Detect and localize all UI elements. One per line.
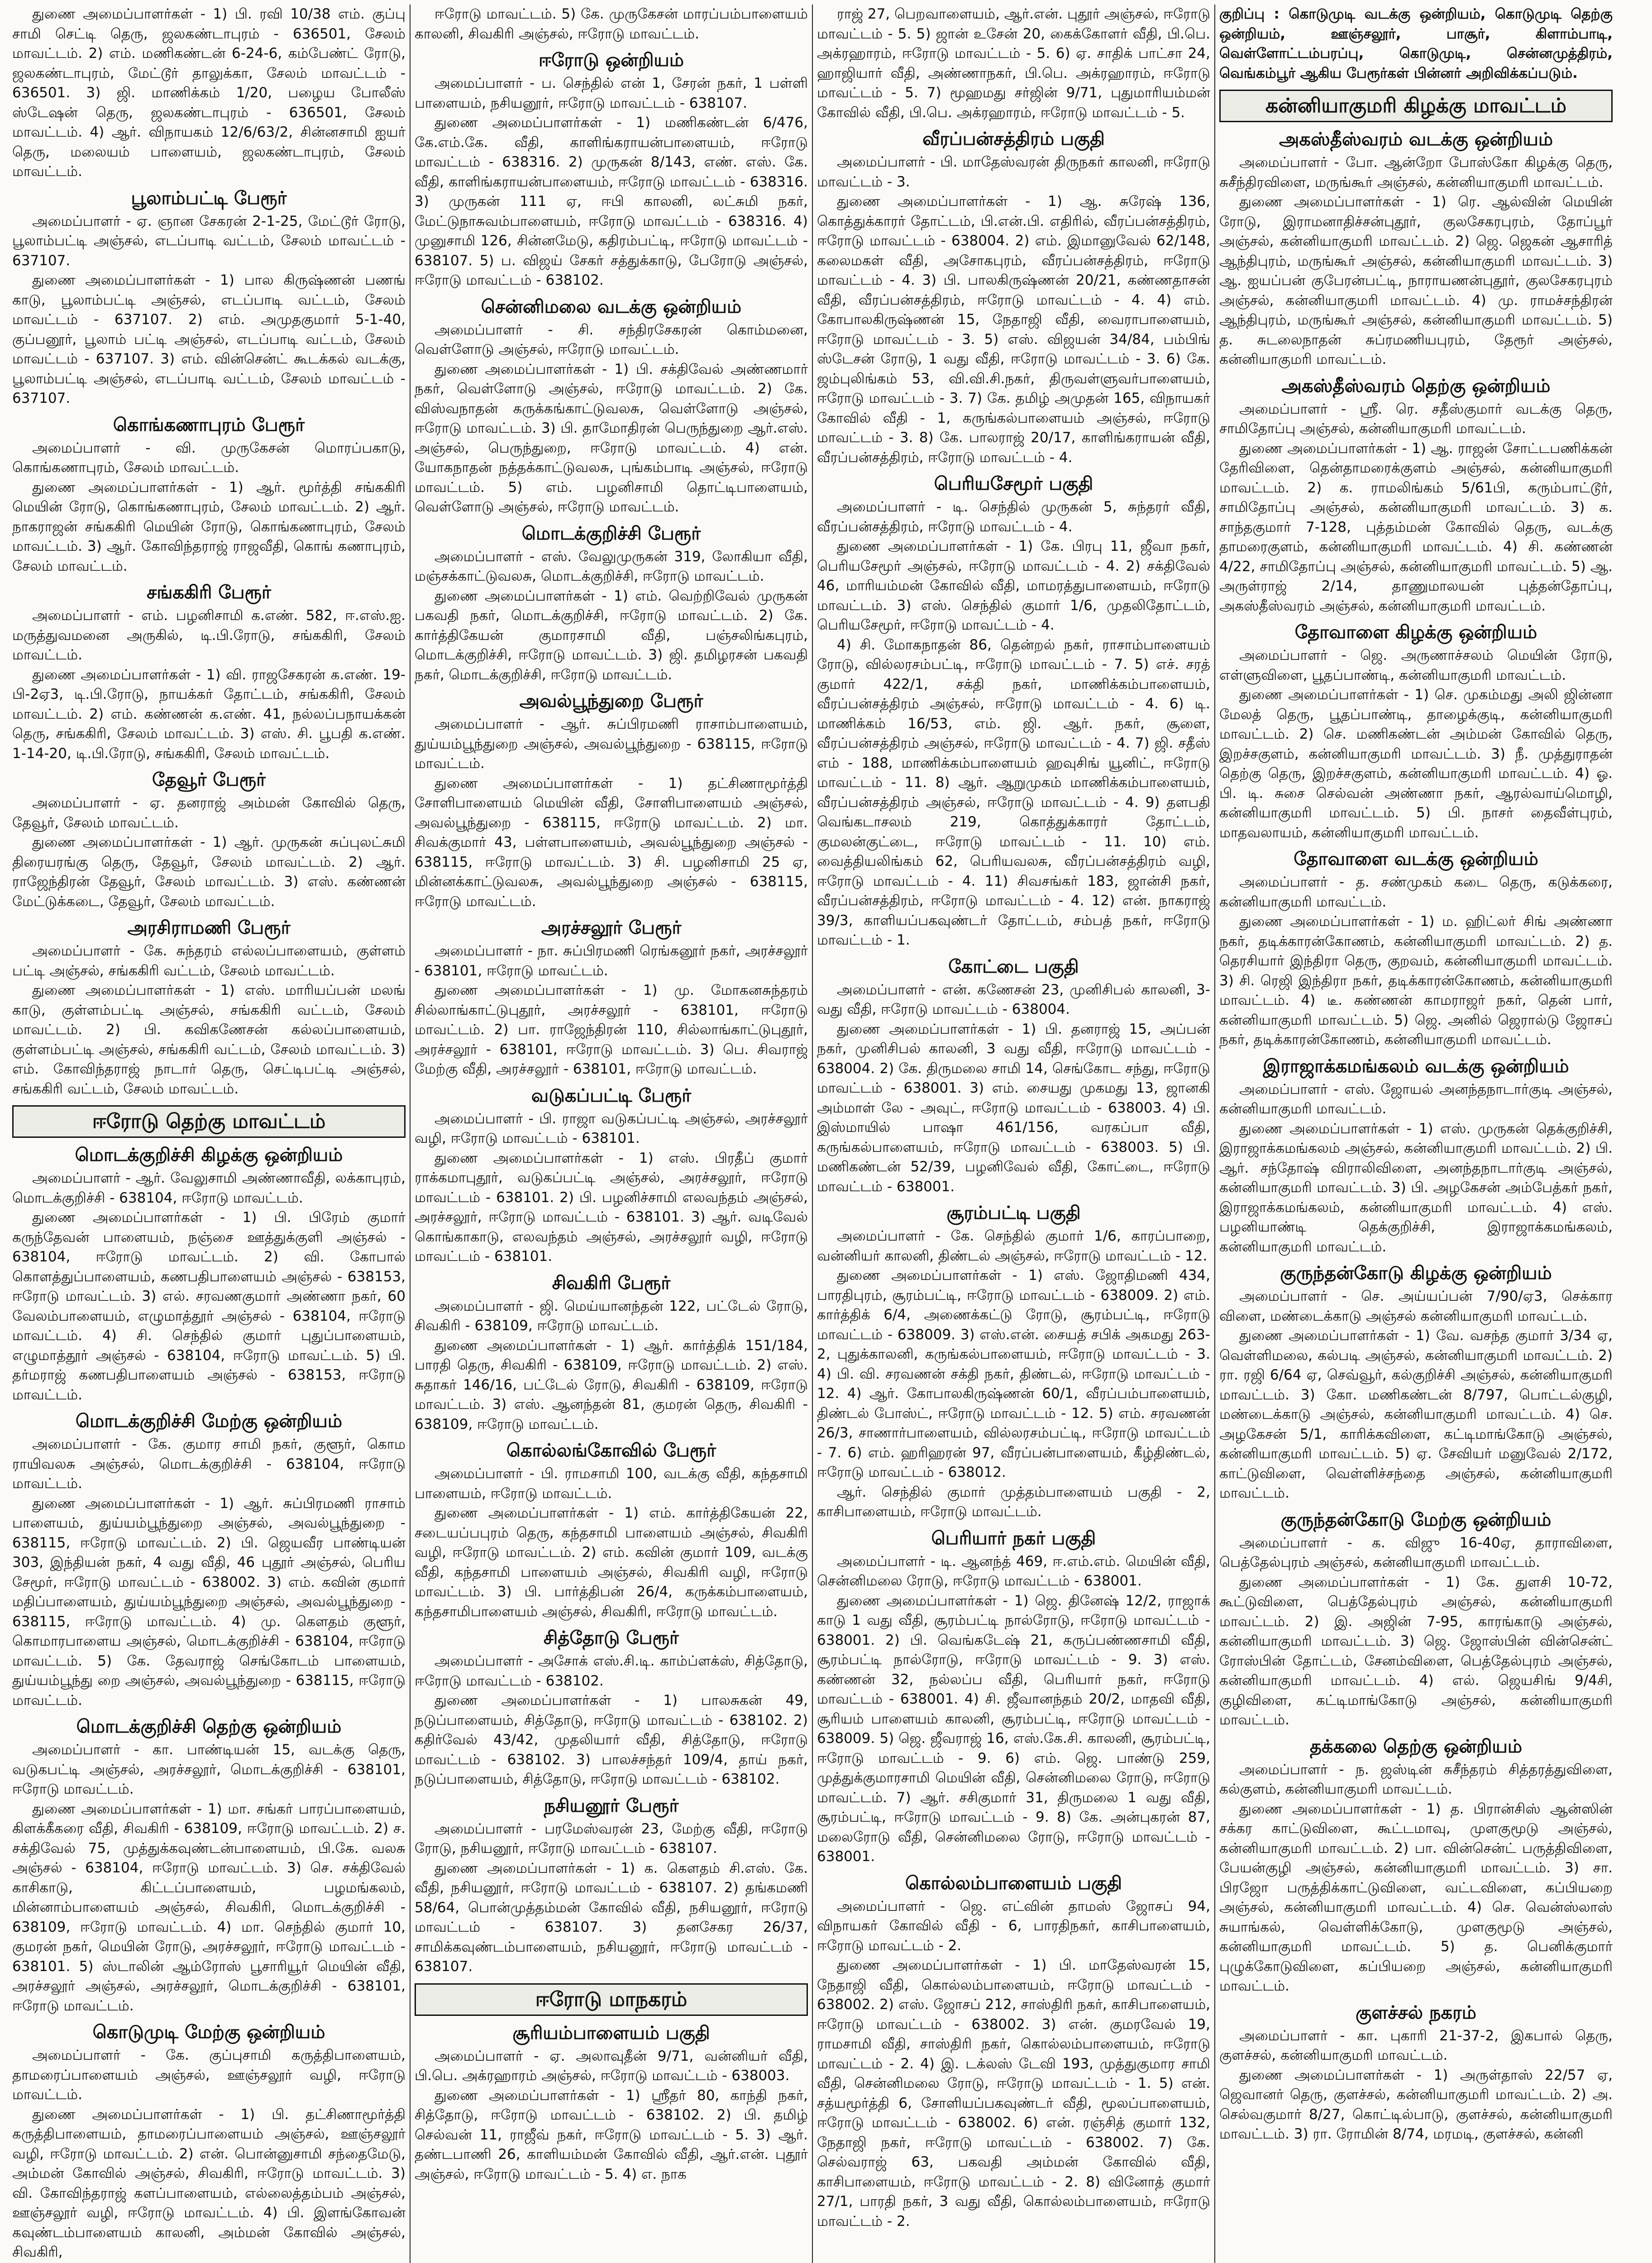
- section-heading: சூரியம்பாளையம் பகுதி: [512, 2022, 710, 2043]
- listing-paragraph: துணை அமைப்பாளர்கள் - 1) பி. சக்திவேல் அண்ணமார் நகர், வெள்ளோடு அஞ்சல், ஈரோடு மாவட்டம். 2) கே. விஸ்வநாதன் கருக்கங்காட்டுவலசு, வெள்ளோடு அஞ்சல், ஈரோடு மாவட்டம். 3) பி. தாமோதிரன் பெருந்துறை ஆர்.எஸ். அஞ்சல், பெருந்துறை, ஈரோடு மாவட்டம். 4) என். யோகநாதன் நத்தக்காட்டுவலசு, புங்கம்பாடி அஞ்சல், ஈரோடு மாவட்டம். 5) எம். பழனிசாமி தொட்டிபாளையம், வெள்ளோடு அஞ்சல், ஈரோடு மாவட்டம்.: [415, 361, 808, 515]
- listing-paragraph: துணை அமைப்பாளர்கள் - 1) செ. முகம்மது அலி ஜின்னா மேலத் தெரு, பூதப்பாண்டி, தாழைக்குடி, கன்னியாகுமரி மாவட்டம். 2) செ. மணிகண்டன் அம்மன் கோவில் தெரு, இறச்சகுளம், கன்னியாகுமரி மாவட்டம். 3) நீ. முத்துராதன் தெற்கு தெரு, இறச்சகுளம், கன்னியாகுமரி மாவட்டம். 4) ஓ. பி. டி. சுசை செல்வன் அண்ணா நகர், ஆரல்வாய்மொழி, கன்னியாகுமரி மாவட்டம். 5) பி. நாசர் தைவீள்புரம், மாதவலாயம், கன்னியாகுமரி மாவட்டம்.: [1219, 687, 1613, 841]
- listing-paragraph: ஈரோடு மாவட்டம். 5) கே. முருகேசன் மாரப்பம்பாளையம் காலனி, சிவகிரி அஞ்சல், ஈரோடு மாவட்டம்.: [415, 6, 808, 42]
- listing-paragraph: அமைப்பாளர் - ஜி. மெய்யானந்தன் 122, பட்டேல் ரோடு, சிவகிரி - 638109, ஈரோடு மாவட்டம்.: [415, 1298, 808, 1334]
- section-heading: சித்தோடு பேரூர்: [544, 1628, 679, 1648]
- listing-paragraph: துணை அமைப்பாளர்கள் - 1) ஆ. சுரேஷ் 136, கொத்துக்காரர் தோட்டம், பி.என்.பி. எதிரில், வீரப்பன்சத்திரம், ஈரோடு மாவட்டம் - 638004. 2) எம். இமானுவேல் 62/148, கலைமகள் வீதி, அசோகபுரம், வீரப்பன்சத்திரம், ஈரோடு மாவட்டம் - 4. 3) பி. பாலகிருஷ்ணன் 20/21, கண்ணதாசன் வீதி, வீரப்பன்சத்திரம், ஈரோடு மாவட்டம் - 4. 4) எம். கோபாலகிருஷ்ணன் 15, நேதாஜி வீதி, வைராபாளையம், ஈரோடு மாவட்டம் - 3. 5) எஸ். விஜயன் 34/84, பம்பிங் ஸ்டேசன் ரோடு, 1 வது வீதி, ஈரோடு மாவட்டம் - 3. 6) கே. ஜம்புலிங்கம் 53, வி.வி.சி.நகர், திருவள்ளுவர்பாளையம், ஈரோடு மாவட்டம் - 3. 7) கே. தமிழ் அமுதன் 165, விநாயகர் கோவில் வீதி - 1, கருங்கல்பாளையம் அஞ்சல், ஈரோடு மாவட்டம் - 3. 8) கே. பாலராஜ் 20/17, காளிங்கராயன் வீதி, வீரப்பன்சத்திரம், ஈரோடு மாவட்டம் - 4.: [817, 193, 1210, 466]
- listing-paragraph: அமைப்பாளர் - வி. முருகேசன் மொரப்பகாடு, கொங்கணாபுரம், சேலம் மாவட்டம்.: [12, 439, 406, 476]
- district-banner: கன்னியாகுமரி கிழக்கு மாவட்டம்: [1219, 90, 1613, 122]
- listing-paragraph: துணை அமைப்பாளர்கள் - 1) த. பிரான்சிஸ் ஆன்ஸின் சக்கர காட்டுவிளை, கூட்டமாவு, முளகுமூடு அஞ்சல், கன்னியாகுமரி மாவட்டம். 2) பா. வின்சென்ட் பருத்திவிளை, பேயன்குழி அஞ்சல், கன்னியாகுமரி மாவட்டம். 3) சா. பிரஜோ பருத்திக்காட்டுவிளை, வட்டவிளை, கப்பியறை அஞ்சல், கன்னியாகுமரி மாவட்டம். 4) செ. வென்ஸ்லாஸ் சுயாங்கல், வெள்ளிக்கோடு, முளகுமூடு அஞ்சல், கன்னியாகுமரி மாவட்டம். 5) த. பெனிக்குமார் புழுக்கோடுவிளை, கப்பியறை அஞ்சல், கன்னியாகுமரி மாவட்டம்.: [1219, 1800, 1613, 1994]
- listing-paragraph: அமைப்பாளர் - ஜெ. எட்வின் தாமஸ் ஜோசப் 94, விநாயகர் கோவில் வீதி - 6, பாரதிநகர், காசிபாளையம், ஈரோடு மாவட்டம் - 2.: [817, 1898, 1210, 1954]
- listing-paragraph: துணை அமைப்பாளர்கள் - 1) வி. ராஜசேகரன் க.எண். 19-பி-2ஏ3, டி.பி.ரோடு, நாயக்கர் தோட்டம், சங்ககிரி, சேலம் மாவட்டம். 2) எம். கண்ணன் க.எண். 41, நல்லப்பநாயக்கன் தெரு, சங்ககிரி, சேலம் மாவட்டம். 3) எஸ். சி. பூபதி க.எண். 1-14-20, டி.பி.ரோடு, சங்ககிரி, சேலம் மாவட்டம்.: [12, 666, 406, 762]
- listing-paragraph: துணை அமைப்பாளர்கள் - 1) வே. வசந்த குமார் 3/34 ஏ, வெள்ளிமலை, கல்படி அஞ்சல், கன்னியாகுமரி மாவட்டம். 2) ரா. ரஜி 6/64 ஏ, செவ்வூர், கல்குறிச்சி அஞ்சல், கன்னியாகுமரி மாவட்டம். 3) கோ. மணிகண்டன் 8/797, பொட்டல்குழி, மண்டைக்காடு அஞ்சல், கன்னியாகுமரி மாவட்டம். 4) செ. அழகேசன் 5/1, காரிக்கவிளை, கட்டிமாங்கோடு அஞ்சல், கன்னியாகுமரி மாவட்டம். 5) ஏ. சேவியர் மனுவேல் 2/172, காட்டுவிளை, வெள்ளிச்சந்தை அஞ்சல், கன்னியாகுமரி மாவட்டம்.: [1219, 1327, 1613, 1501]
- listing-paragraph: அமைப்பாளர் - கே. குமார சாமி நகர், குளூர், கொம ராயிவலசு அஞ்சல், மொடக்குறிச்சி - 638104, ஈரோடு மாவட்டம்.: [12, 1436, 406, 1492]
- listing-paragraph: அமைப்பாளர் - ஆர். வேலுசாமி அண்ணாவீதி, லக்காபுரம், மொடக்குறிச்சி - 638104, ஈரோடு மாவட்டம்.: [12, 1170, 406, 1206]
- listing-paragraph: துணை அமைப்பாளர்கள் - 1) ஆர். சுப்பிரமணி ராசாம் பாளையம், துய்யம்பூந்துறை அஞ்சல், அவல்பூந்துறை - 638115, ஈரோடு மாவட்டம். 2) பி. ஜெயவீர பாண்டியன் 303, இந்தியன் நகர், 4 வது வீதி, 46 புதூர் அஞ்சல், பெரிய சேமூர், ஈரோடு மாவட்டம் - 638002. 3) எம். கவின் குமார் மதிப்பாளையம், துய்யம்பூந்துறை அஞ்சல், அவல்பூந்துறை - 638115, ஈரோடு மாவட்டம். 4) மு. கௌதம் குளூர், கொமாரபாளைய அஞ்சல், மொடக்குறிச்சி - 638104, ஈரோடு மாவட்டம். 5) கே. தேவராஜ் செங்கோடம் பாளையம், துய்யம்பூந்து றை அஞ்சல், அவல்பூந்துறை - 638115, ஈரோடு மாவட்டம்.: [12, 1495, 406, 1709]
- listing-paragraph: அமைப்பாளர் - ஏ. அலாவுதீன் 9/71, வன்னியர் வீதி, பி.பெ. அக்ரஹாரம் அஞ்சல், ஈரோடு மாவட்டம் - 638003.: [415, 2048, 808, 2084]
- district-banner: ஈரோடு தெற்கு மாவட்டம்: [12, 1105, 406, 1138]
- listing-paragraph: அமைப்பாளர் - ந. ஜஸ்டின் சுசீந்தரம் சித்தரத்துவிளை, கல்குளம், கன்னியாகுமரி மாவட்டம்.: [1219, 1761, 1613, 1797]
- section-heading: மொடக்குறிச்சி பேரூர்: [521, 523, 701, 544]
- listing-paragraph: துணை அமைப்பாளர்கள் - 1) மு. மோகனசுந்தரம் சில்லாங்காட்டுபுதூர், அரச்சலூர் - 638101, ஈரோடு மாவட்டம். 2) பா. ராஜேந்திரன் 110, சில்லாங்காட்டுபுதூர், அரச்சலூர் - 638101, ஈரோடு மாவட்டம். 3) பெ. சிவராஜ் மேற்கு வீதி, அரச்சலூர் - 638101, ஈரோடு மாவட்டம்.: [415, 982, 808, 1077]
- section-heading: கொல்லம்பாளையம் பகுதி: [905, 1872, 1122, 1894]
- section-heading: மொடக்குறிச்சி கிழக்கு ஒன்றியம்: [75, 1145, 343, 1165]
- section-heading: குளச்சல் நகரம்: [1356, 2002, 1476, 2023]
- listing-paragraph: துணை அமைப்பாளர்கள் - 1) ம. ஹிட்லர் சிங் அண்ணா நகர், தடிக்காரன்கோணம், கன்னியாகுமரி மாவட்டம். 2) த. தெரசியார் இந்திரா தெரு, குறவம், கன்னியாகுமரி மாவட்டம். 3) சி. ரெஜி இந்திரா நகர், தடிக்காரன்கோணம், கன்னியாகுமரி மாவட்டம். 4) டீ. கண்ணன் காமராஜர் நகர், தென் பார், கன்னியாகுமரி மாவட்டம். 5) ஜெ. அனில் ஜெரால்டு ஜோசப் நகர், தடிக்காரன்கோணம், கன்னியாகுமரி மாவட்டம்.: [1219, 913, 1613, 1048]
- listing-paragraph: அமைப்பாளர் - பி. ராஜா வடுகப்பட்டி அஞ்சல், அரச்சலூர் வழி, ஈரோடு மாவட்டம் - 638101.: [415, 1110, 808, 1146]
- listing-paragraph: அமைப்பாளர் - பி. மாதேஸ்வரன் திருநகர் காலனி, ஈரோடு மாவட்டம் - 3.: [817, 154, 1210, 190]
- listing-paragraph: அமைப்பாளர் - கே. செந்தில் குமார் 1/6, காரப்பாறை, வன்னியர் காலனி, திண்டல் அஞ்சல், ஈரோடு மாவட்டம் - 12.: [817, 1228, 1210, 1264]
- section-heading: குருந்தன்கோடு மேற்கு ஒன்றியம்: [1280, 1509, 1552, 1530]
- listing-paragraph: 4) சி. மோகநாதன் 86, தென்றல் நகர், ராசாம்பாளையம் ரோடு, வில்லரசம்பட்டி, ஈரோடு மாவட்டம் - 7. 5) எச். சரத் குமார் 422/1, சக்தி நகர், மாணிக்கம்பாளையம், வீரப்பன்சத்திரம் அஞ்சல், ஈரோடு மாவட்டம் - 4. 6) டி. மாணிக்கம் 16/53, எம். ஜி. ஆர். நகர், சூளை, வீரப்பன்சத்திரம் அஞ்சல், ஈரோடு மாவட்டம் - 4. 7) ஜி. சதீஸ் எம் - 188, மாணிக்கம்பாளையம் ஹவுசிங் யூனிட், ஈரோடு மாவட்டம் - 11. 8) ஆர். ஆறுமுகம் மாணிக்கம்பாளையம், வீரப்பன்சத்திரம் அஞ்சல், ஈரோடு மாவட்டம் - 4. 9) தளபதி வெங்கடாசலம் 219, கொத்துக்காரர் தோட்டம், குமலன்குட்டை, ஈரோடு மாவட்டம் - 11. 10) எம். வைத்தியலிங்கம் 62, பெரியவலசு, வீரப்பன்சத்திரம் வழி, ஈரோடு மாவட்டம் - 4. 11) சிவசங்கர் 183, ஜான்சி நகர், வீரப்பன்சத்திரம், ஈரோடு மாவட்டம் - 4. 12) என். நாகராஜ் 39/3, காளியப்பகவுண்டர் தோட்டம், சம்பத் நகர், ஈரோடு மாவட்டம் - 1.: [817, 636, 1210, 948]
- note-text: குறிப்பு : கொடுமுடி வடக்கு ஒன்றியம், கொடுமுடி தெற்கு ஒன்றியம், ஊஞ்சலூர், பாசூர், கிளாம்பாடி, வெள்ளோட்டம்பரப்பு, கொடுமுடி, சென்னமுத்திரம், வெங்கம்பூர் ஆகிய பேரூர்கள் பின்னர் அறிவிக்கப்படும்.: [1219, 6, 1613, 81]
- section-heading: மொடக்குறிச்சி தெற்கு ஒன்றியம்: [76, 1716, 342, 1737]
- listing-paragraph: துணை அமைப்பாளர்கள் - 1) ஸ்ரீதர் 80, காந்தி நகர், சித்தோடு, ஈரோடு மாவட்டம் - 638102. 2) பி. தமிழ் செல்வன் 11, ராஜீவ் நகர், ஈரோடு மாவட்டம் - 5. 3) ஆர். தண்டபாணி 26, காளியம்மன் கோவில் வீதி, ஆர்.என். புதூர் அஞ்சல், ஈரோடு மாவட்டம் - 5. 4) எ. நாக: [415, 2087, 808, 2182]
- listing-paragraph: துணை அமைப்பாளர்கள் - 1) கே. பிரபு 11, ஜீவா நகர், பெரியசேமூர் அஞ்சல், ஈரோடு மாவட்டம் - 4. 2) சக்திவேல் 46, மாரியம்மன் கோவில் வீதி, மாமரத்துபாளையம், ஈரோடு மாவட்டம். 3) எஸ். செந்தில் குமார் 1/6, முதலிதோட்டம், பெரியசேமூர், ஈரோடு மாவட்டம் - 4.: [817, 538, 1210, 633]
- listing-paragraph: அமைப்பாளர் - ப. செந்தில் என் 1, சேரன் நகர், 1 பள்ளி பாளையம், நசியனூர், ஈரோடு மாவட்டம் - 638107.: [415, 75, 808, 111]
- listing-paragraph: அமைப்பாளர் - அசோக் எஸ்.சி.டி. காம்ப்ளக்ஸ், சித்தோடு, ஈரோடு மாவட்டம் - 638102.: [415, 1653, 808, 1689]
- section-heading: தோவாளை கிழக்கு ஒன்றியம்: [1294, 622, 1537, 643]
- listing-paragraph: அமைப்பாளர் - த. சண்முகம் கடை தெரு, கடுக்கரை, கன்னியாகுமரி மாவட்டம்.: [1219, 874, 1613, 910]
- section-heading: ஈரோடு ஒன்றியம்: [539, 50, 684, 71]
- section-heading: அகஸ்தீஸ்வரம் தெற்கு ஒன்றியம்: [1281, 375, 1551, 396]
- section-heading: சென்னிமலை வடக்கு ஒன்றியம்: [481, 296, 742, 317]
- listing-paragraph: அமைப்பாளர் - ஏ. தனராஜ் அம்மன் கோவில் தெரு, தேவூர், சேலம் மாவட்டம்.: [12, 795, 406, 831]
- section-heading: பெரியார் நகர் பகுதி: [931, 1528, 1096, 1549]
- listing-paragraph: அமைப்பாளர் - சி. சந்திரசேகரன் கொம்மனை, வெள்ளோடு அஞ்சல், ஈரோடு மாவட்டம்.: [415, 321, 808, 358]
- listing-paragraph: துணை அமைப்பாளர்கள் - 1) தட்சிணாமூர்த்தி சோளிபாளையம் மெயின் வீதி, சோளிபாளையம் அஞ்சல், அவல்பூந்துறை - 638115, ஈரோடு மாவட்டம். 2) மா. சிவக்குமார் 43, பள்ளபாளையம், அவல்பூந்துறை அஞ்சல் - 638115, ஈரோடு மாவட்டம். 3) சி. பழனிசாமி 25 ஏ, மின்னக்காட்டுவலசு, அவல்பூந்துறை அஞ்சல் - 638115, ஈரோடு மாவட்டம்.: [415, 775, 808, 910]
- section-heading: கொடுமுடி மேற்கு ஒன்றியம்: [92, 2022, 325, 2043]
- section-heading: நசியனூர் பேரூர்: [544, 1795, 679, 1816]
- listing-paragraph: அமைப்பாளர் - போ. ஆன்றோ போஸ்கோ கிழக்கு தெரு, சுசீந்திரவிளை, மருங்கூர் அஞ்சல், கன்னியாகுமரி மாவட்டம்.: [1219, 154, 1613, 191]
- section-heading: சூரம்பட்டி பகுதி: [946, 1203, 1081, 1223]
- listing-paragraph: துணை அமைப்பாளர்கள் - 1) ஆ. ராஜன் சோட்டபணிக்கன் தேரிவிளை, தென்தாமரைக்குளம் அஞ்சல், கன்னியாகுமரி மாவட்டம். 2) க. ராமலிங்கம் 5/61பி, கரும்பாட்டூர், சாமிதோப்பு அஞ்சல், கன்னியாகுமரி மாவட்டம். 3) க. சாந்தகுமார் 7-128, புத்தம்மன் கோவில் தெரு, வடக்கு தாமரைகுளம், கன்னியாகுமரி மாவட்டம். 4) சி. கண்ணன் 4/22, சாமிதோப்பு அஞ்சல், கன்னியாகுமரி மாவட்டம். 5) ஆ. அருள்ராஜ் 2/14, தாணுமாலயன் புத்தன்தோப்பு, அகஸ்தீஸ்வரம் அஞ்சல், கன்னியாகுமரி மாவட்டம்.: [1219, 440, 1613, 614]
- listing-paragraph: அமைப்பாளர் - டி. ஆனந்த் 469, ஈ.எம்.எம். மெயின் வீதி, சென்னிமலை ரோடு, ஈரோடு மாவட்டம் - 638001.: [817, 1553, 1210, 1589]
- section-heading: சங்ககிரி பேரூர்: [147, 582, 271, 603]
- listing-paragraph: அமைப்பாளர் - ஆர். சுப்பிரமணி ராசாம்பாளையம், துய்யம்பூந்துறை அஞ்சல், அவல்பூந்துறை - 638115, ஈரோடு மாவட்டம்.: [415, 716, 808, 772]
- section-heading: அரசிராமணி பேரூர்: [127, 917, 291, 938]
- listing-paragraph: துணை அமைப்பாளர்கள் - 1) எம். வெற்றிவேல் முருகன் பகவதி நகர், மொடக்குறிச்சி, ஈரோடு மாவட்டம். 2) கே. கார்த்திகேயன் குமாரசாமி வீதி, பஞ்சலிங்கபுரம், மொடக்குறிச்சி, ஈரோடு மாவட்டம். 3) ஜி. தமிழரசன் பகவதி நகர், மொடக்குறிச்சி, ஈரோடு மாவட்டம்.: [415, 587, 808, 683]
- listing-paragraph: அமைப்பாளர் - ஜெ. அருணாச்சலம் மெயின் ரோடு, எள்ளுவிளை, பூதப்பாண்டி, கன்னியாகுமரி மாவட்டம்.: [1219, 647, 1613, 683]
- section-heading: கொல்லங்கோவில் பேரூர்: [506, 1440, 716, 1461]
- section-heading: தக்கலை தெற்கு ஒன்றியம்: [1309, 1736, 1523, 1757]
- section-heading: அவல்பூந்துறை பேரூர்: [519, 691, 703, 711]
- listing-paragraph: துணை அமைப்பாளர்கள் - 1) ரெ. ஆல்வின் மெயின் ரோடு, இராமனாதிச்சன்புதூர், குலசேகரபுரம், தோப்பூர் அஞ்சல், கன்னியாகுமரி மாவட்டம். 2) ஜெ. ஜெகன் ஆசாரித் ஆந்திபுரம், மருங்கூர் அஞ்சல், கன்னியாகுமரி மாவட்டம். 3) ஆ. ஐயப்பன் குபேரன்பட்டி, நாராயணன்புதூர், குலசேகரபுரம் அஞ்சல், கன்னியாகுமரி மாவட்டம். 4) மு. ராமச்சந்திரன் ஆந்திபுரம், மருங்கூர் அஞ்சல், கன்னியாகுமரி மாவட்டம். 5) த. சுடலைநாதன் சுப்ரமணியபுரம், தேரூர் அஞ்சல், கன்னியாகுமரி மாவட்டம்.: [1219, 194, 1613, 368]
- listing-paragraph: துணை அமைப்பாளர்கள் - 1) பாலசுகன் 49, நடுப்பாளையம், சித்தோடு, ஈரோடு மாவட்டம் - 638102. 2) கதிர்வேல் 43/42, முதலியார் வீதி, சித்தோடு, ஈரோடு மாவட்டம் - 638102. 3) பாலச்சந்தர் 109/4, தாய் நகர், நடுப்பாளையம், சித்தோடு, ஈரோடு மாவட்டம் - 638102.: [415, 1692, 808, 1787]
- listing-paragraph: அமைப்பாளர் - கா. புகாரி 21-37-2, இகபால் தெரு, குளச்சல், கன்னியாகுமரி மாவட்டம்.: [1219, 2027, 1613, 2063]
- listing-paragraph: ஆர். செந்தில் குமார் முத்தம்பாளையம் பகுதி - 2, காசிபாளையம், ஈரோடு மாவட்டம்.: [817, 1484, 1210, 1520]
- column-2: [415, 5, 808, 2263]
- section-heading: சிவகிரி பேரூர்: [552, 1272, 671, 1294]
- section-heading: குருந்தன்கோடு கிழக்கு ஒன்றியம்: [1280, 1263, 1552, 1284]
- section-heading: பெரியசேமூர் பகுதி: [934, 473, 1093, 494]
- column-3: [817, 5, 1210, 2263]
- listing-paragraph: துணை அமைப்பாளர்கள் - 1) அருள்தாஸ் 22/57 ஏ, ஜெவானர் தெரு, குளச்சல், கன்னியாகுமரி மாவட்டம். 2) அ. செல்வகுமார் 8/27, கொட்டில்பாடு, குளச்சல், கன்னியாகுமரி மாவட்டம். 3) ரா. ரோமின் 8/74, மரமடி, குளச்சல், கன்னி: [1219, 2067, 1613, 2142]
- column-4: [1219, 5, 1613, 2263]
- listing-paragraph: துணை அமைப்பாளர்கள் - 1) ஆர். கார்த்திக் 151/184, பாரதி தெரு, சிவகிரி - 638109, ஈரோடு மாவட்டம். 2) எஸ். சுதாகர் 146/16, பட்டேல் ரோடு, சிவகிரி - 638109, ஈரோடு மாவட்டம். 3) எஸ். ஆனந்தன் 81, குமரன் தெரு, சிவகிரி - 638109, ஈரோடு மாவட்டம்.: [415, 1337, 808, 1432]
- section-heading: தேவூர் பேரூர்: [152, 769, 266, 790]
- listing-paragraph: துணை அமைப்பாளர்கள் - 1) கே. துளசி 10-72, கூட்டுவிளை, பெத்தேல்புரம் அஞ்சல், கன்னியாகுமரி மாவட்டம். 2) இ. அஜின் 7-95, காரங்காடு அஞ்சல், கன்னியாகுமரி மாவட்டம். 3) ஜெ. ஜோஸ்பின் வின்சென்ட் ரோஸ்பின் தோட்டம், சேனம்விளை, பெத்தேல்புரம் அஞ்சல், கன்னியாகுமரி மாவட்டம். 4) எல். ஜெயசிங் 9/4சி, குழிவிளை, கட்டிமாங்கோடு அஞ்சல், கன்னியாகுமரி மாவட்டம்.: [1219, 1574, 1613, 1728]
- listing-paragraph: அமைப்பாளர் - எஸ். ஜோயல் அனந்தநாடார்குடி அஞ்சல், கன்னியாகுமரி மாவட்டம்.: [1219, 1081, 1613, 1117]
- section-heading: பூலாம்பட்டி பேரூர்: [131, 187, 287, 209]
- listing-paragraph: துணை அமைப்பாளர்கள் - 1) ஆர். மூர்த்தி சங்ககிரி மெயின் ரோடு, கொங்கணாபுரம், சேலம் மாவட்டம். 2) ஆர். நாகராஜன் சங்ககிரி மெயின் ரோடு, கொங்கணாபுரம், சேலம் மாவட்டம். 3) ஆர். கோவிந்தராஜ் ராஜவீதி, கொங் கணாபுரம், சேலம் மாவட்டம்.: [12, 479, 406, 574]
- listing-paragraph: துணை அமைப்பாளர்கள் - 1) பி. தட்சிணாமூர்த்தி கருத்திபாளையம், தாமரைப்பாளையம் அஞ்சல், ஊஞ்சலூர் வழி, ஈரோடு மாவட்டம். 2) என். பொன்னுசாமி சந்தைமேடு, அம்மன் கோவில் அஞ்சல், சிவகிரி, ஈரோடு மாவட்டம். 3) வி. கோவிந்தராஜ் களப்பாளையம், எல்லைத்தம்பம் அஞ்சல், ஊஞ்சலூர் வழி, ஈரோடு மாவட்டம். 4) பி. இளங்கோவன் கவுண்டம்பாளையம் காலனி, அம்மன் கோவில் அஞ்சல், சிவகிரி,: [12, 2106, 406, 2260]
- listing-paragraph: அமைப்பாளர் - ஸ்ரீ. ரெ. சதீஸ்குமார் வடக்கு தெரு, சாமிதோப்பு அஞ்சல், கன்னியாகுமரி மாவட்டம்.: [1219, 401, 1613, 437]
- section-heading: வடுகப்பட்டி பேரூர்: [531, 1085, 692, 1106]
- listing-paragraph: அமைப்பாளர் - கே. குப்புசாமி கருத்திபாளையம், தாமரைப்பாளையம் அஞ்சல், ஊஞ்சலூர் வழி, ஈரோடு மாவட்டம்.: [12, 2047, 406, 2103]
- listing-paragraph: துணை அமைப்பாளர்கள் - 1) ஜெ. தினேஷ் 12/2, ராஜாக் காடு 1 வது வீதி, சூரம்பட்டி நால்ரோடு, ஈரோடு மாவட்டம் - 638001. 2) பி. வெங்கடேஷ் 21, கருப்பண்ணசாமி வீதி, சூரம்பட்டி நால்ரோடு, ஈரோடு மாவட்டம் - 9. 3) எஸ். கண்ணன் 32, நல்லப்ப வீதி, பெரியார் நகர், ஈரோடு மாவட்டம் - 638001. 4) சி. ஜீவானந்தம் 20/2, மாதவி வீதி, சூரியம் பாளையம் காலனி, சூரம்பட்டி, ஈரோடு மாவட்டம் - 638009. 5) ஜெ. ஜீவராஜ் 16, எஸ்.கே.சி. காலனி, சூரம்பட்டி, ஈரோடு மாவட்டம் - 9. 6) எம். ஜெ. பாண்டு 259, முத்துக்குமாரசாமி மெயின் வீதி, சென்னிமலை ரோடு, ஈரோடு மாவட்டம். 7) ஆர். சசிகுமார் 31, திருமலை 1 வது வீதி, சூரம்பட்டி, ஈரோடு மாவட்டம் - 9. 8) கே. அன்புகரன் 87, மலைரோடு வீதி, சென்னிமலை ரோடு, ஈரோடு மாவட்டம் - 638001.: [817, 1592, 1210, 1865]
- listing-paragraph: துணை அமைப்பாளர்கள் - 1) பால கிருஷ்ணன் பணங் காடு, பூலாம்பட்டி அஞ்சல், எடப்பாடி வட்டம், சேலம் மாவட்டம் - 637107. 2) எம். அமுதகுமார் 5-1-40, குப்பனூர், பூலாம் பட்டி அஞ்சல், எடப்பாடி வட்டம், சேலம் மாவட்டம் - 637107. 3) எம். வின்சென்ட் கூடக்கல் வடக்கு, பூலாம்பட்டி அஞ்சல், எடப்பாடி வட்டம், சேலம் மாவட்டம் - 637107.: [12, 272, 406, 406]
- listing-paragraph: அமைப்பாளர் - பி. ராமசாமி 100, வடக்கு வீதி, கந்தசாமி பாளையம், ஈரோடு மாவட்டம்.: [415, 1466, 808, 1502]
- listing-paragraph: அமைப்பாளர் - ஏ. ஞான சேகரன் 2-1-25, மேட்டூர் ரோடு, பூலாம்பட்டி அஞ்சல், எடப்பாடி வட்டம், சேலம் மாவட்டம் - 637107.: [12, 213, 406, 269]
- column-divider: [812, 5, 813, 2263]
- listing-paragraph: துணை அமைப்பாளர்கள் - 1) எஸ். மாரியப்பன் மலங் காடு, குள்ளம்பட்டி அஞ்சல், சங்ககிரி வட்டம், சேலம் மாவட்டம். 2) பி. கவிகணேசன் கல்லப்பாளையம், குள்ளம்பட்டி அஞ்சல், சங்ககிரி வட்டம், சேலம் மாவட்டம். 3) எம். கோவிந்தராஜ் நாடார் தெரு, செட்டிபட்டி அஞ்சல், சங்ககிரி வட்டம், சேலம் மாவட்டம்.: [12, 982, 406, 1097]
- section-heading: மொடக்குறிச்சி மேற்கு ஒன்றியம்: [75, 1411, 343, 1432]
- section-heading: வீரப்பன்சத்திரம் பகுதி: [922, 129, 1105, 149]
- section-heading: கொங்கணாபுரம் பேரூர்: [113, 414, 305, 435]
- listing-paragraph: துணை அமைப்பாளர்கள் - 1) பி. பிரேம் குமார் கருந்தேவன் பாளையம், நஞ்சை ஊத்துக்குளி அஞ்சல் - 638104, ஈரோடு மாவட்டம். 2) வி. கோபால் கொளத்துப்பாளையம், கணபதிபாளையம் அஞ்சல் - 638153, ஈரோடு மாவட்டம். 3) எல். சரவணகுமார் அண்ணா நகர், 60 வேலம்பாளையம், எழுமாத்தூர் அஞ்சல் - 638104, ஈரோடு மாவட்டம். 4) சி. செந்தில் குமார் புதுப்பாளையம், எழுமாத்தூர் அஞ்சல் - 638104, ஈரோடு மாவட்டம். 5) பி. தர்மராஜ் கணபதிபாளையம் அஞ்சல் - 638153, ஈரோடு மாவட்டம்.: [12, 1209, 406, 1403]
- listing-paragraph: அமைப்பாளர் - பரமேஸ்வரன் 23, மேற்கு வீதி, ஈரோடு ரோடு, நசியனூர், ஈரோடு மாவட்டம் - 638107.: [415, 1820, 808, 1857]
- listing-paragraph: அமைப்பாளர் - கே. சுந்தரம் எல்லப்பாளையம், குள்ளம் பட்டி அஞ்சல், சங்ககிரி வட்டம், சேலம் மாவட்டம்.: [12, 943, 406, 979]
- column-divider: [1214, 5, 1215, 2263]
- section-heading: கோட்டை பகுதி: [948, 956, 1079, 977]
- listing-paragraph: துணை அமைப்பாளர்கள் - 1) எஸ். ஜோதிமணி 434, பாரதிபுரம், சூரம்பட்டி, ஈரோடு மாவட்டம் - 638009. 2) எம். கார்த்திக் 6/4, அணைக்கட்டு ரோடு, சூரம்பட்டி, ஈரோடு மாவட்டம் - 638009. 3) எஸ்.என். சையத் சபிக் அகமது 263-2, புதுக்காலனி, கருங்கல்பாளையம், ஈரோடு மாவட்டம் - 3. 4) பி. வி. சரவணன் சக்தி நகர், திண்டல், ஈரோடு மாவட்டம் - 12. 4) ஆர். கோபாலகிருஷ்ணன் 60/1, வீரப்பம்பாளையம், திண்டல் போஸ்ட், ஈரோடு மாவட்டம் - 12. 5) எம். சரவணன் 26/3, சாணார்பாளையம், வில்லரசம்பட்டி, ஈரோடு மாவட்டம் - 7. 6) எம். ஹரிஹரன் 97, வீரப்பன்பாளையம், கீழ்திண்டல், ஈரோடு மாவட்டம் - 638012.: [817, 1267, 1210, 1480]
- district-banner: ஈரோடு மாநகரம்: [415, 1983, 808, 2016]
- listing-paragraph: துணை அமைப்பாளர்கள் - 1) பி. ரவி 10/38 எம். குப்பு சாமி செட்டி தெரு, ஜலகண்டாபுரம் - 636501, சேலம் மாவட்டம். 2) எம். மணிகண்டன் 6-24-6, கம்பேண்ட் ரோடு, ஜலகண்டாபுரம், மேட்டூர் தாலுக்கா, சேலம் மாவட்டம் - 636501. 3) ஜி. மாணிக்கம் 1/20, பழைய போலீஸ் ஸ்டேஷன் தெரு, ஜலகண்டாபுரம் - 636501, சேலம் மாவட்டம். 4) ஆர். விநாயகம் 12/6/63/2, சின்னசாமி ஐயர் தெரு, மலையம் பாளையம், ஜலகண்டாபுரம், சேலம் மாவட்டம்.: [12, 6, 406, 180]
- listing-paragraph: அமைப்பாளர் - நா. சுப்பிரமணி ரெங்கனூர் நகர், அரச்சலூர் - 638101, ஈரோடு மாவட்டம்.: [415, 943, 808, 979]
- section-heading: அரச்சலூர் பேரூர்: [541, 917, 682, 938]
- section-heading: அகஸ்தீஸ்வரம் வடக்கு ஒன்றியம்: [1279, 129, 1553, 150]
- listing-paragraph: அமைப்பாளர் - கா. பாண்டியன் 15, வடக்கு தெரு, வடுகபட்டி அஞ்சல், அரச்சலூர், மொடக்குறிச்சி - 638101, ஈரோடு மாவட்டம்.: [12, 1742, 406, 1797]
- listing-paragraph: ராஜ் 27, பெறவாளையம், ஆர்.என். புதூர் அஞ்சல், ஈரோடு மாவட்டம் - 5. 5) ஜான் உசேன் 20, கைக்கோளர் வீதி, பி.பெ. அக்ரஹாரம், ஈரோடு மாவட்டம் - 5. 6) ஏ. சாதிக் பாட்சா 24, ஹாஜியார் வீதி, அண்ணாநகர், பி.பெ. அக்ரஹாரம், ஈரோடு மாவட்டம் - 5. 7) மூஹமது சர்ஜின் 9/71, புதுமாரியம்மன் கோவில் வீதி, பி.பெ. அக்ரஹாரம், ஈரோடு மாவட்டம் - 5.: [817, 6, 1210, 121]
- listing-paragraph: துணை அமைப்பாளர்கள் - 1) ஆர். முருகன் சுப்புலட்சுமி திரையரங்கு தெரு, தேவூர், சேலம் மாவட்டம். 2) ஆர். ராஜேந்திரன் தேவூர், சேலம் மாவட்டம். 3) எஸ். கண்ணன் மேட்டுக்கடை, தேவூர், சேலம் மாவட்டம்.: [12, 834, 406, 910]
- listing-paragraph: அமைப்பாளர் - செ. அய்யப்பன் 7/90/ஏ3, செக்கார விளை, மண்டைக்காடு அஞ்சல் கன்னியாகுமரி மாவட்டம்.: [1219, 1288, 1613, 1324]
- listing-paragraph: அமைப்பாளர் - க. விஜு 16-40ஏ, தாராவிளை, பெத்தேல்புரம் அஞ்சல், கன்னியாகுமரி மாவட்டம்.: [1219, 1534, 1613, 1571]
- listing-paragraph: துணை அமைப்பாளர்கள் - 1) க. கௌதம் சி.எஸ். கே. வீதி, நசியனூர், ஈரோடு மாவட்டம் - 638107. 2) தங்கமணி 58/64, பொன்முத்தம்மன் கோவில் வீதி, நசியனூர், ஈரோடு மாவட்டம் - 638107. 3) தனசேகர 26/37, சாமிக்கவுண்டம்பாளையம், நசியனூர், ஈரோடு மாவட்டம் - 638107.: [415, 1860, 808, 1975]
- listing-paragraph: அமைப்பாளர் - எஸ். வேலுமுருகன் 319, லோகியா வீதி, மஞ்சக்காட்டுவலசு, மொடக்குறிச்சி, ஈரோடு மாவட்டம்.: [415, 548, 808, 584]
- listing-paragraph: துணை அமைப்பாளர்கள் - 1) பி. தனராஜ் 15, அப்பன் நகர், முனிசிபல் காலனி, 3 வது வீதி, ஈரோடு மாவட்டம் - 638004. 2) கே. திருமலை சாமி 14, செங்கோட சந்து, ஈரோடு மாவட்டம் - 638001. 3) எம். சையது முகமது 13, ஜானகி அம்மாள் லே - அவுட், ஈரோடு மாவட்டம் - 638003. 4) பி. இஸ்மாயில் பாஷா 461/156, வரகப்பா வீதி, கருங்கல்பாளையம், ஈரோடு மாவட்டம் - 638003. 5) பி. மணிகண்டன் 52/39, பழனிவேல் வீதி, கோட்டை, ஈரோடு மாவட்டம் - 638001.: [817, 1021, 1210, 1195]
- listing-paragraph: அமைப்பாளர் - எம். பழனிசாமி க.எண். 582, ஈ.எஸ்.ஐ. மருத்துவமனை அருகில், டி.பி.ரோடு, சங்ககிரி, சேலம் மாவட்டம்.: [12, 607, 406, 663]
- listing-paragraph: துணை அமைப்பாளர்கள் - 1) மணிகண்டன் 6/476, கே.எம்.கே. வீதி, காளிங்கராயன்பாளையம், ஈரோடு மாவட்டம் - 638316. 2) முருகன் 8/143, எண். எஸ். கே. வீதி, காளிங்கராயன்பாளையம், ஈரோடு மாவட்டம் - 638316. 3) முருகன் 111 ஏ, ஈபி காலனி, லட்சுமி நகர், மேட்டுநாசுவம்பாளையம், ஈரோடு மாவட்டம் - 638316. 4) முனுசாமி 126, சின்னமேடு, கதிரம்பட்டி, ஈரோடு மாவட்டம் - 638107. 5) ப. விஜய் சேகர் சத்துக்காடு, பேரோடு அஞ்சல், ஈரோடு மாவட்டம் - 638102.: [415, 115, 808, 288]
- listing-paragraph: துணை அமைப்பாளர்கள் - 1) மா. சங்கர் பாரப்பாளையம், கிளக்கீகரை வீதி, சிவகிரி - 638109, ஈரோடு மாவட்டம். 2) ச. சக்திவேல் 75, முத்துக்கவுண்டன்பாளையம், பி.கே. வலசு அஞ்சல் - 638104, ஈரோடு மாவட்டம். 3) செ. சக்திவேல் காசிகாடு, கிட்டப்பாளையம், பழமங்கலம், மின்னாம்பாளையம் அஞ்சல், சிவகிரி, மொடக்குறிச்சி - 638109, ஈரோடு மாவட்டம். 4) மா. செந்தில் குமார் 10, குமரன் நகர், மெயின் ரோடு, அரச்சலூர், ஈரோடு மாவட்டம் - 638101. 5) ஸ்டாலின் ஆம்ரோஸ் பூசாரியூர் மெயின் வீதி, அரச்சலூர் அஞ்சல், அரச்சலூர், மொடக்குறிச்சி - 638101, ஈரோடு மாவட்டம்.: [12, 1800, 406, 2014]
- listing-paragraph: துணை அமைப்பாளர்கள் - 1) எஸ். பிரதீப் குமார் ராக்கமாபுதூர், வடுகப்பட்டி அஞ்சல், அரச்சலூர், ஈரோடு மாவட்டம் - 638101. 2) பி. பழனிச்சாமி எலவந்தம் அஞ்சல், அரச்சலூர், ஈரோடு மாவட்டம் - 638101. 3) ஆர். வடிவேல் கொங்காகாடு, எலவந்தம் அஞ்சல், அரச்சலூர் வழி, ஈரோடு மாவட்டம் - 638101.: [415, 1150, 808, 1265]
- listing-paragraph: துணை அமைப்பாளர்கள் - 1) பி. மாதேஸ்வரன் 15, நேதாஜி வீதி, கொல்லம்பாளையம், ஈரோடு மாவட்டம் - 638002. 2) எஸ். ஜோசப் 212, சாஸ்திரி நகர், காசிபாளையம், ஈரோடு மாவட்டம் - 638002. 3) என். குமரவேல் 19, ராமசாமி வீதி, சாஸ்திரி நகர், கொல்லம்பாளையம், ஈரோடு மாவட்டம் - 2. 4) இ. டக்லஸ் டேவி 193, முத்துகுமார சாமி வீதி, சென்னிமலை ரோடு, ஈரோடு மாவட்டம் - 1. 5) என். சத்யமூர்த்தி 6, சோளியப்பகவுண்டர் வீதி, மூலப்பாளையம், ஈரோடு மாவட்டம் - 638002. 6) என். ரஞ்சித் குமார் 132, நேதாஜி நகர், ஈரோடு மாவட்டம் - 638002. 7) கே. செல்வராஜ் 63, பகவதி அம்மன் கோவில் வீதி, காசிபாளையம், ஈரோடு மாவட்டம் - 2. 8) வினோத் குமார் 27/1, பாரதி நகர், 3 வது வீதி, கொல்லம்பாளையம், ஈரோடு மாவட்டம் - 2.: [817, 1957, 1210, 2230]
- listing-paragraph: அமைப்பாளர் - என். கணேசன் 23, முனிசிபல் காலனி, 3- வது வீதி, ஈரோடு மாவட்டம் - 638004.: [817, 981, 1210, 1017]
- column-divider: [410, 5, 411, 2263]
- section-heading: இராஜாக்கமங்கலம் வடக்கு ஒன்றியம்: [1263, 1055, 1569, 1077]
- listing-paragraph: அமைப்பாளர் - டி. செந்தில் முருகன் 5, சுந்தரர் வீதி, வீரப்பன்சத்திரம், ஈரோடு மாவட்டம் - 4.: [817, 499, 1210, 535]
- column-1: [12, 5, 406, 2263]
- listing-paragraph: துணை அமைப்பாளர்கள் - 1) எஸ். முருகன் தெக்குறிச்சி, இராஜாக்கமங்கலம் அஞ்சல், கன்னியாகுமரி மாவட்டம். 2) பி. ஆர். சந்தோஷ் விராலிவிளை, அனந்தநாடார்குடி அஞ்சல், கன்னியாகுமரி மாவட்டம். 3) பி. அழகேசன் அம்பேத்கர் நகர், இராஜாக்கமங்கலம், கன்னியாகுமரி மாவட்டம். 4) எஸ். பழனியாண்டி தெக்குறிச்சி, இராஜாக்கமங்கலம், கன்னியாகுமரி மாவட்டம்.: [1219, 1120, 1613, 1255]
- section-heading: தோவாளை வடக்கு ஒன்றியம்: [1294, 849, 1538, 869]
- listing-paragraph: துணை அமைப்பாளர்கள் - 1) எம். கார்த்திகேயன் 22, சடையப்பபுரம் தெரு, கந்தசாமி பாளையம் அஞ்சல், சிவகிரி வழி, ஈரோடு மாவட்டம். 2) எம். கவின் குமார் 109, வடக்கு வீதி, கந்தசாமி பாளையம் அஞ்சல், சிவகிரி வழி, ஈரோடு மாவட்டம். 3) பி. பார்த்திபன் 26/4, கருக்கம்பாளையம், கந்தசாமிபாளையம் அஞ்சல், சிவகிரி, ஈரோடு மாவட்டம்.: [415, 1505, 808, 1620]
